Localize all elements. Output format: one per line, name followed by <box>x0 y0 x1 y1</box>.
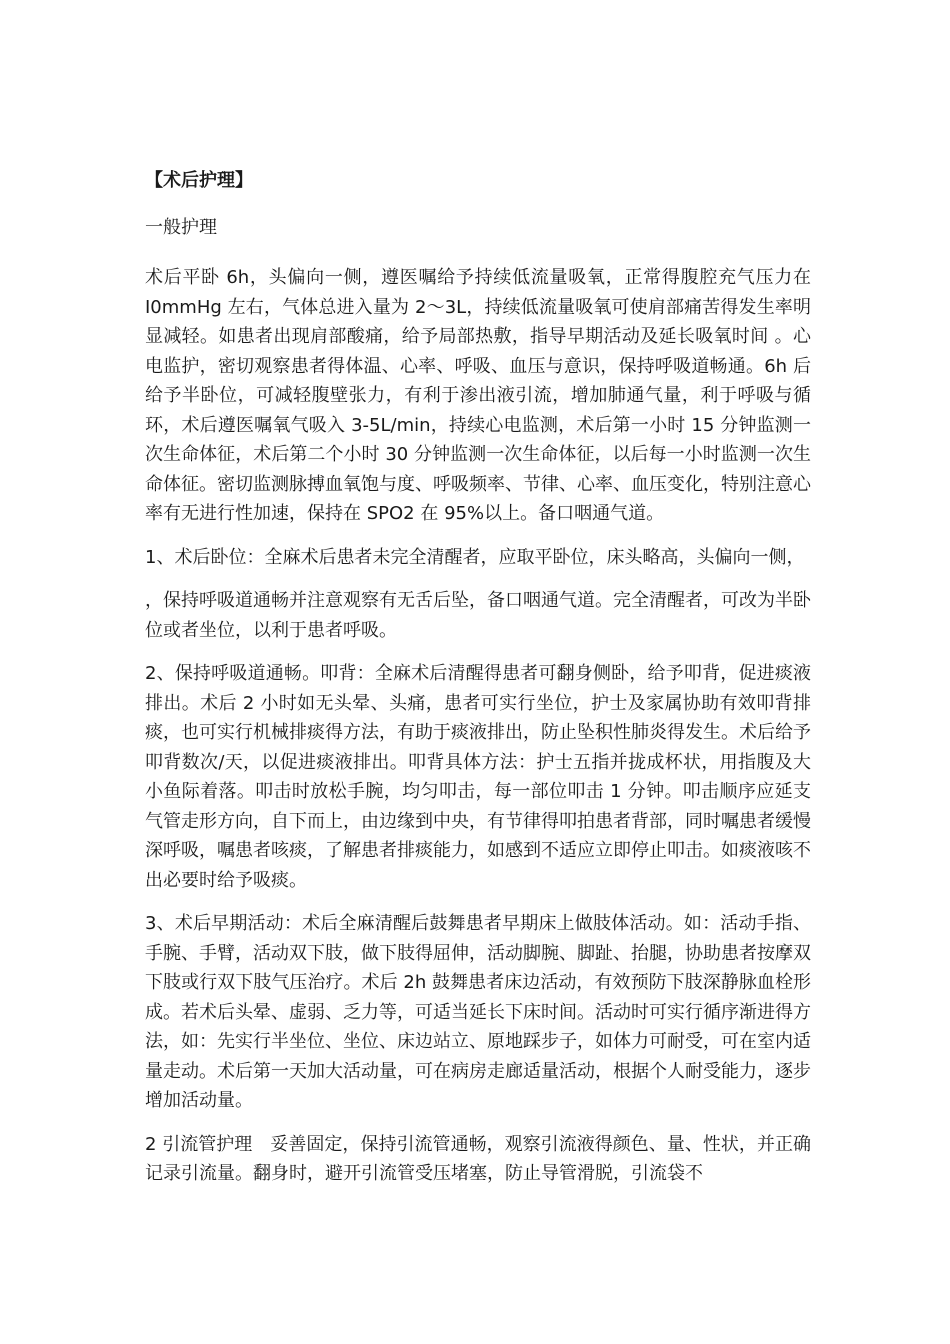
paragraph-airway: ，保持呼吸道通畅并注意观察有无舌后坠，备口咽通气道。完全清醒者，可改为半卧位或者坐位，以利于患者呼吸。 <box>145 590 811 641</box>
paragraph-position: 1、术后卧位：全麻术后患者未完全清醒者，应取平卧位，床头略高，头偏向一侧， <box>145 546 805 568</box>
paragraph-early-activity: 3、术后早期活动：术后全麻清醒后鼓舞患者早期床上做肢体活动。如：活动手指、手腕、手臂，活动双下肢，做下肢得屈伸，活动脚腕、脚趾、抬腿，协助患者按摩双下肢或行双下肢气压治疗。术后 2h 鼓舞患者床边活动，有效预防下肢深静脉血栓形成。若术后头晕、虚弱、乏力等，可适当延长下床时间。活动时可实行循序渐进得方法，如：先实行半坐位、坐位、床边站立、原地踩步子，如体力可耐受，可在室内适量走动。术后第一天加大活动量，可在病房走廊适量活动，根据个人耐受能力，逐步增加活动量。 <box>145 913 811 1111</box>
document-body <box>145 166 811 1203</box>
paragraph-back-patting: 2、保持呼吸道通畅。叩背：全麻术后清醒得患者可翻身侧卧，给予叩背，促进痰液排出。术后 2 小时如无头晕、头痛，患者可实行坐位，护士及家属协助有效叩背排痰，也可实行机械排痰得方法，有助于痰液排出，防止坠积性肺炎得发生。术后给予叩背数次/天，以促进痰液排出。叩背具体方法：护士五指并拢成杯状，用指腹及大小鱼际着落。叩击时放松手腕，均匀叩击，每一部位叩击 1 分钟。叩击顺序应延支气管走形方向，自下而上，由边缘到中央，有节律得叩拍患者背部，同时嘱患者缓慢深呼吸，嘱患者咳痰，了解患者排痰能力，如感到不适应立即停止叩击。如痰液咳不出必要时给予吸痰。 <box>145 663 811 891</box>
paragraph-general-care: 术后平卧 6h，头偏向一侧，遵医嘱给予持续低流量吸氧，正常得腹腔充气压力在 I0mmHg 左右，气体总进入量为 2～3L，持续低流量吸氧可使肩部痛苦得发生率明显减轻。如患者出现肩部酸痛，给予局部热敷，指导早期活动及延长吸氧时间 。心电监护，密切观察患者得体温、心率、呼吸、血压与意识，保持呼吸道畅通。6h 后给予半卧位，可减轻腹壁张力，有利于渗出液引流，增加肺通气量，利于呼吸与循环，术后遵医嘱氧气吸入 3-5L/min，持续心电监测，术后第一小时 15 分钟监测一次生命体征，术后第二个小时 30 分钟监测一次生命体征，以后每一小时监测一次生命体征。密切监测脉搏血氧饱与度、呼吸频率、节律、心率、血压变化，特别注意心率有无进行性加速，保持在 SPO2 在 95%以上。备口咽通气道。 <box>145 267 811 524</box>
paragraph-drainage-care: 2 引流管护理 妥善固定，保持引流管通畅，观察引流液得颜色、量、性状，并正确记录引流量。翻身时，避开引流管受压堵塞，防止导管滑脱，引流袋不 <box>145 1133 811 1184</box>
subsection-heading: 一般护理 <box>145 216 217 238</box>
section-heading: 【术后护理】 <box>145 170 253 191</box>
